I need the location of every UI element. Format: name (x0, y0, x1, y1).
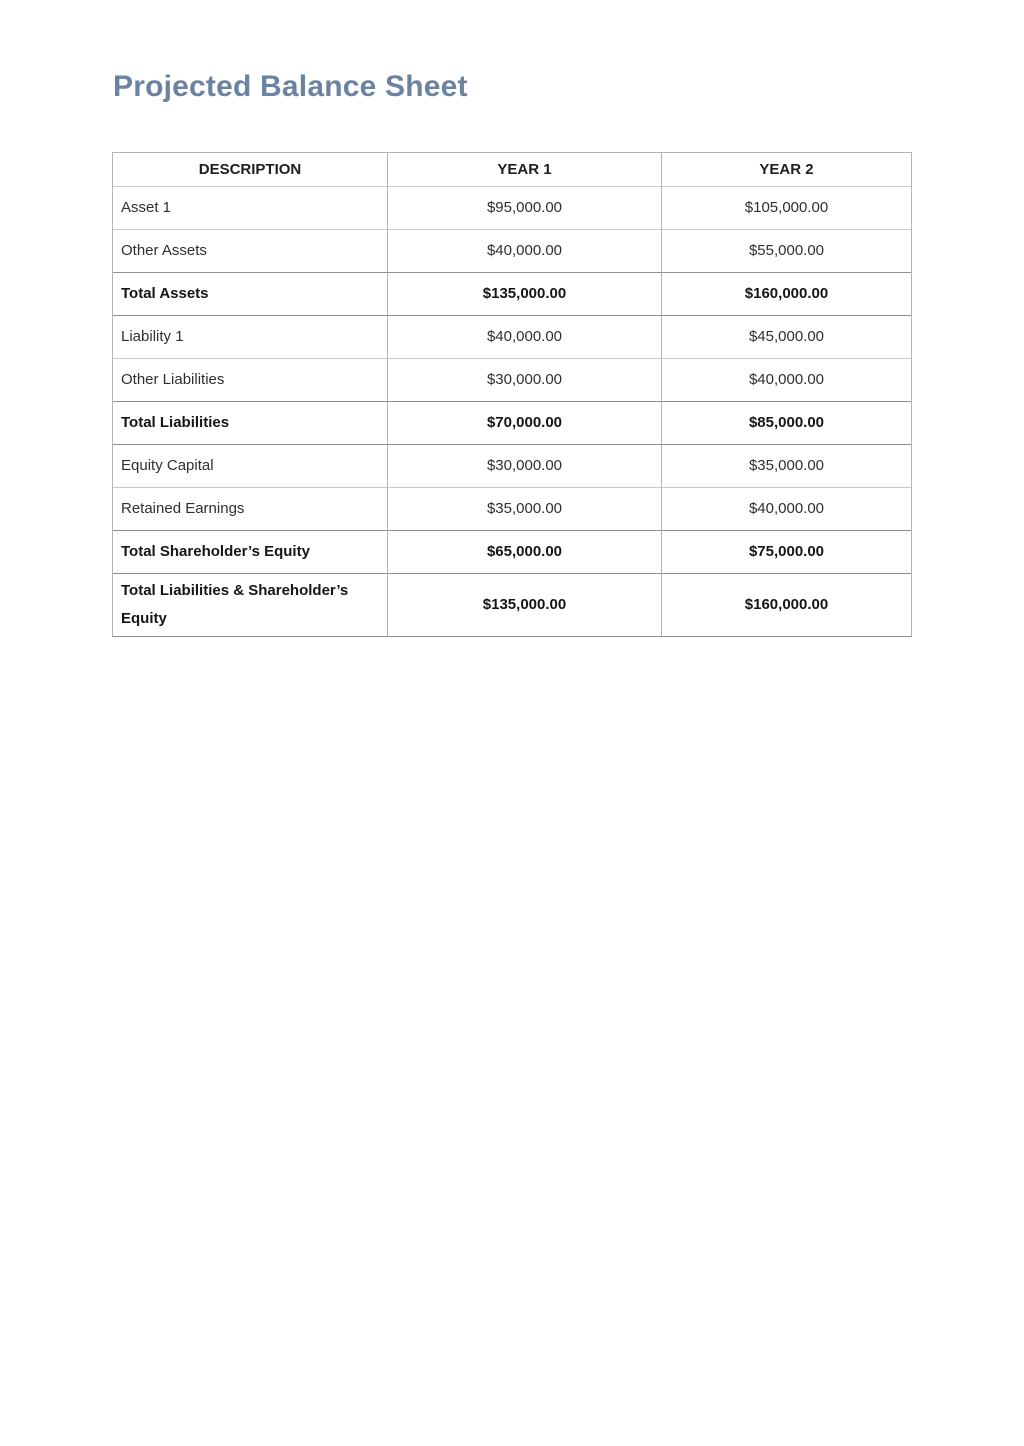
row-value-year2: $160,000.00 (662, 574, 911, 636)
row-value-year1: $95,000.00 (388, 187, 662, 230)
table-row (113, 574, 911, 636)
column-header-year2: YEAR 2 (662, 153, 911, 187)
table-row (113, 488, 911, 531)
table-row (113, 187, 911, 230)
row-label: Total Liabilities & Shareholder’s Equity (113, 574, 388, 636)
row-value-year1: $30,000.00 (388, 445, 662, 488)
table-row (113, 445, 911, 488)
row-label: Total Shareholder’s Equity (113, 531, 388, 574)
table-body (113, 187, 911, 636)
row-label: Total Liabilities (113, 402, 388, 445)
row-label: Other Liabilities (113, 359, 388, 402)
row-value-year1: $40,000.00 (388, 316, 662, 359)
row-value-year2: $75,000.00 (662, 531, 911, 574)
row-value-year1: $30,000.00 (388, 359, 662, 402)
column-header-year1: YEAR 1 (388, 153, 662, 187)
row-value-year1: $35,000.00 (388, 488, 662, 531)
row-value-year1: $40,000.00 (388, 230, 662, 273)
table-row (113, 402, 911, 445)
row-value-year2: $40,000.00 (662, 359, 911, 402)
header-row (113, 153, 911, 187)
row-value-year2: $35,000.00 (662, 445, 911, 488)
column-header-description: DESCRIPTION (113, 153, 388, 187)
table-row (113, 531, 911, 574)
table-row (113, 316, 911, 359)
table-row (113, 359, 911, 402)
table-header (113, 153, 911, 187)
row-label: Other Assets (113, 230, 388, 273)
row-value-year2: $85,000.00 (662, 402, 911, 445)
row-value-year2: $40,000.00 (662, 488, 911, 531)
row-value-year1: $65,000.00 (388, 531, 662, 574)
row-value-year1: $135,000.00 (388, 273, 662, 316)
row-label: Liability 1 (113, 316, 388, 359)
page-title: Projected Balance Sheet (113, 70, 468, 103)
row-value-year2: $45,000.00 (662, 316, 911, 359)
row-value-year2: $105,000.00 (662, 187, 911, 230)
row-value-year1: $70,000.00 (388, 402, 662, 445)
row-value-year1: $135,000.00 (388, 574, 662, 636)
row-label: Retained Earnings (113, 488, 388, 531)
row-label: Total Assets (113, 273, 388, 316)
row-value-year2: $160,000.00 (662, 273, 911, 316)
table-row (113, 273, 911, 316)
balance-sheet-table (112, 152, 912, 637)
row-label: Asset 1 (113, 187, 388, 230)
row-label: Equity Capital (113, 445, 388, 488)
table-row (113, 230, 911, 273)
row-value-year2: $55,000.00 (662, 230, 911, 273)
